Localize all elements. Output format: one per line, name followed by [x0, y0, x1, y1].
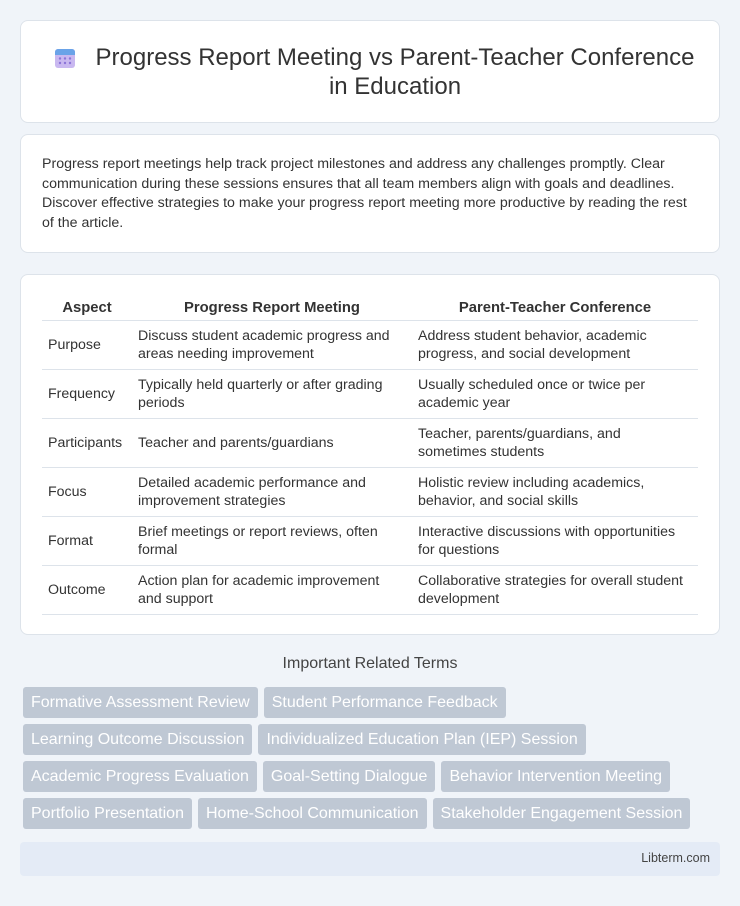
table-header-row: [42, 296, 698, 320]
row-conference-value: Usually scheduled once or twice per academic year: [412, 369, 698, 418]
row-conference-value: Teacher, parents/guardians, and sometimes students: [412, 418, 698, 467]
row-conference-value: Interactive discussions with opportunities for questions: [412, 516, 698, 565]
table-row: [42, 320, 698, 369]
tag-student-performance-feedback[interactable]: Student Performance Feedback: [264, 687, 506, 718]
row-aspect: Outcome: [42, 565, 132, 614]
table-row: [42, 369, 698, 418]
tag-portfolio-presentation[interactable]: Portfolio Presentation: [23, 798, 192, 829]
tag-learning-outcome-discussion[interactable]: Learning Outcome Discussion: [23, 724, 252, 755]
tag-row: [23, 687, 512, 718]
row-progress-value: Typically held quarterly or after grading periods: [132, 369, 412, 418]
tag-academic-progress-evaluation[interactable]: Academic Progress Evaluation: [23, 761, 257, 792]
table-row: [42, 467, 698, 516]
header-parent-teacher-conference: Parent-Teacher Conference: [412, 296, 698, 320]
row-aspect: Format: [42, 516, 132, 565]
row-conference-value: Address student behavior, academic progress, and social development: [412, 320, 698, 369]
footer: [20, 842, 720, 876]
tag-iep-session[interactable]: Individualized Education Plan (IEP) Session: [258, 724, 585, 755]
row-progress-value: Detailed academic performance and improvement strategies: [132, 467, 412, 516]
tag-row: [23, 798, 696, 829]
row-aspect: Participants: [42, 418, 132, 467]
tag-behavior-intervention-meeting[interactable]: Behavior Intervention Meeting: [441, 761, 670, 792]
footer-site-link[interactable]: Libterm.com: [641, 851, 710, 865]
title-card: [20, 20, 720, 123]
row-conference-value: Collaborative strategies for overall student development: [412, 565, 698, 614]
intro-card: [20, 134, 720, 253]
table-row: [42, 565, 698, 614]
tag-goal-setting-dialogue[interactable]: Goal-Setting Dialogue: [263, 761, 436, 792]
row-progress-value: Discuss student academic progress and areas needing improvement: [132, 320, 412, 369]
row-progress-value: Teacher and parents/guardians: [132, 418, 412, 467]
tag-formative-assessment-review[interactable]: Formative Assessment Review: [23, 687, 258, 718]
tag-home-school-communication[interactable]: Home-School Communication: [198, 798, 427, 829]
header-progress-report-meeting: Progress Report Meeting: [132, 296, 412, 320]
comparison-table: [42, 296, 698, 615]
table-row: [42, 418, 698, 467]
row-conference-value: Holistic review including academics, behavior, and social skills: [412, 467, 698, 516]
table-row: [42, 516, 698, 565]
page-title: Progress Report Meeting vs Parent-Teacher Conference in Education: [95, 44, 695, 100]
header-aspect: Aspect: [42, 296, 132, 320]
row-aspect: Frequency: [42, 369, 132, 418]
intro-paragraph: Progress report meetings help track project milestones and address any challenges promptly. Clear communication during these sessions ensures that all team members align with goals and deadlines. Discover effective strategies to make your progress report meeting more productive by reading the rest of the article.: [42, 156, 687, 231]
tag-stakeholder-engagement-session[interactable]: Stakeholder Engagement Session: [433, 798, 691, 829]
related-terms-heading: Important Related Terms: [282, 655, 458, 672]
row-aspect: Focus: [42, 467, 132, 516]
comparison-card: [20, 274, 720, 635]
row-progress-value: Brief meetings or report reviews, often formal: [132, 516, 412, 565]
tag-row: [23, 724, 592, 755]
tag-row: [23, 761, 676, 792]
row-aspect: Purpose: [42, 320, 132, 369]
row-progress-value: Action plan for academic improvement and support: [132, 565, 412, 614]
